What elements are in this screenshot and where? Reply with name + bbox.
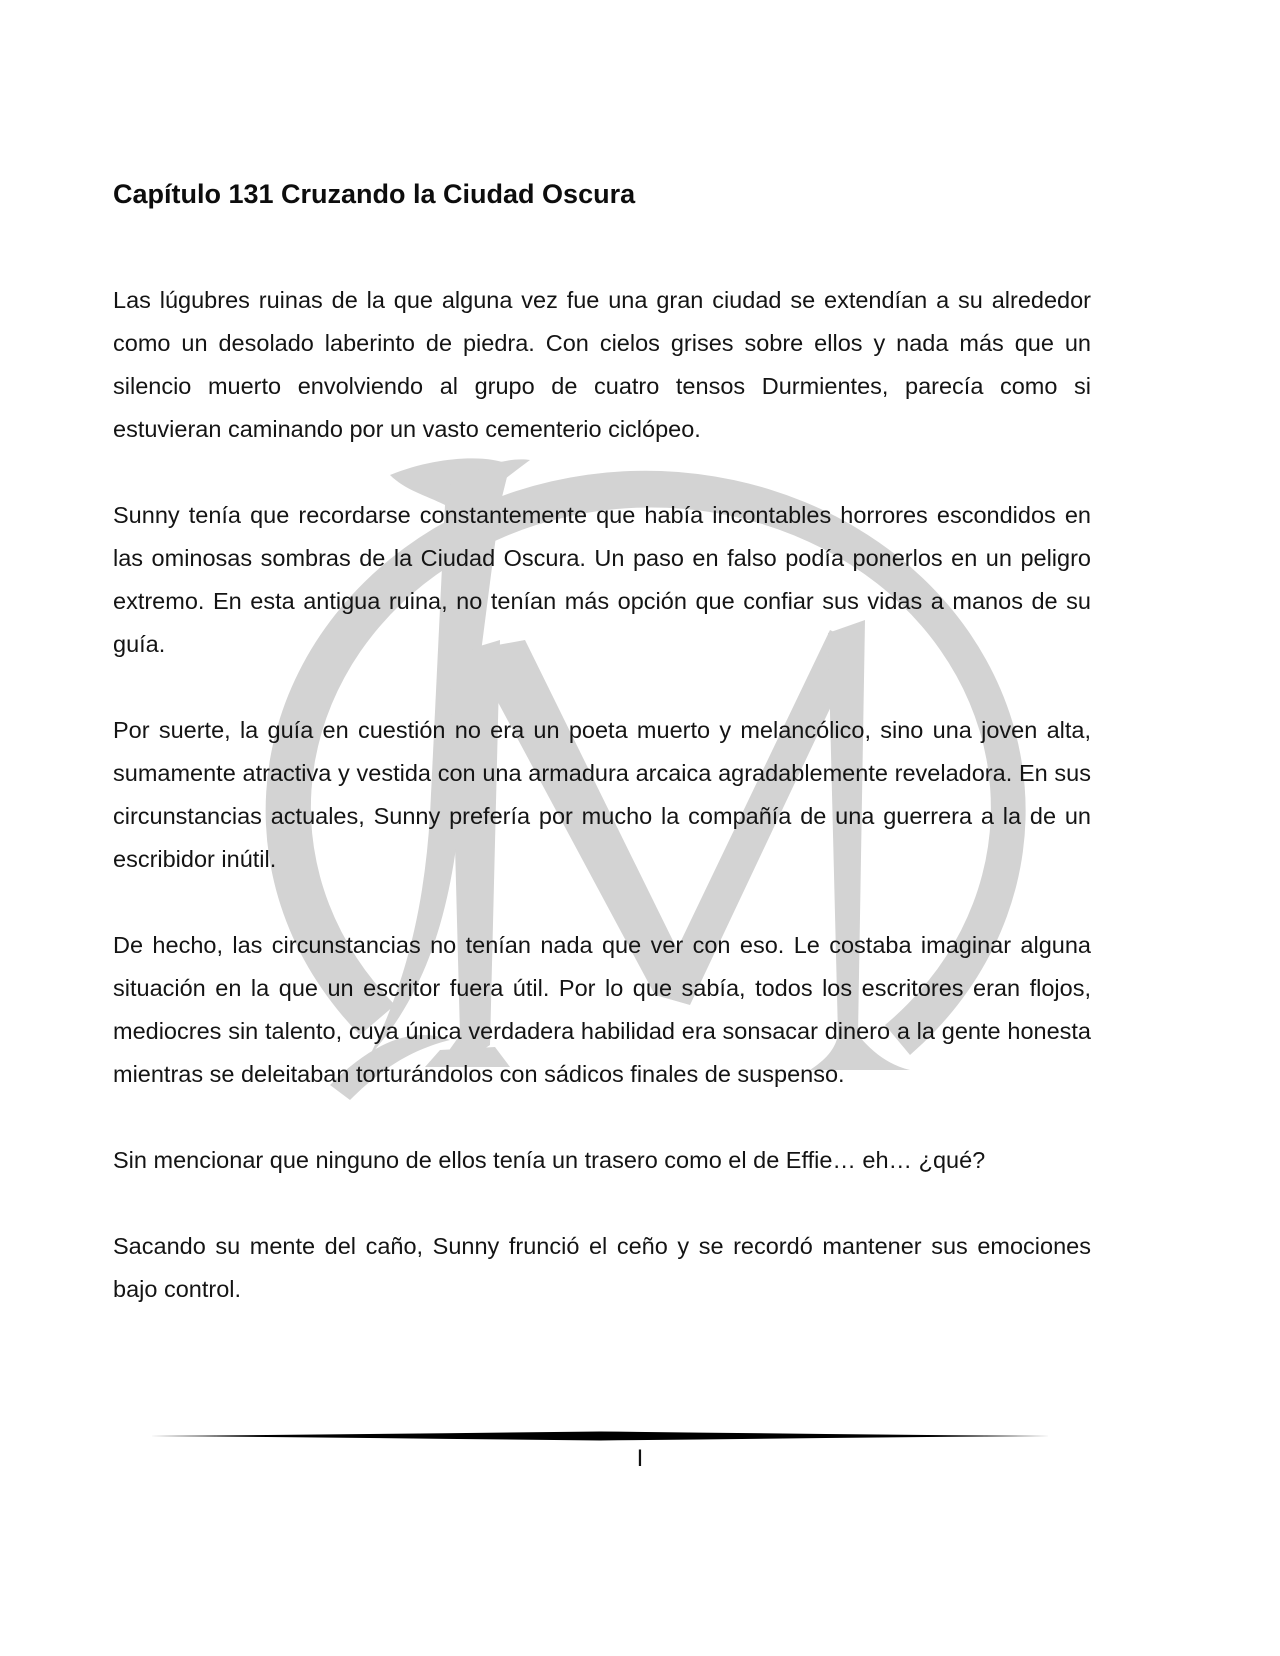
paragraph: Sunny tenía que recordarse constantemente que había incontables horrores escondidos en las ominosas sombras de la Ciudad Oscura. Un paso en falso podía ponerlos en un peligro extremo. En esta antigua ruina, no tenían más opción que confiar sus vidas a manos de su guía. (113, 502, 1091, 657)
paragraph: Las lúgubres ruinas de la que alguna vez fue una gran ciudad se extendían a su alrededor como un desolado laberinto de piedra. Con cielos grises sobre ellos y nada más que un silencio muerto envolviendo al grupo de cuatro tensos Durmientes, parecía como si estuvieran caminando por un vasto cementerio ciclópeo. (113, 287, 1091, 442)
page-number: I (636, 1445, 644, 1472)
paragraph: Por suerte, la guía en cuestión no era un poeta muerto y melancólico, sino una joven alta, sumamente atractiva y vestida con una armadura arcaica agradablemente reveladora. En sus circunstancias actuales, Sunny prefería por mucho la compañía de una guerrera a la de un escribidor inútil. (113, 717, 1091, 872)
chapter-title: Capítulo 131 Cruzando la Ciudad Oscura (113, 179, 636, 209)
paragraph: De hecho, las circunstancias no tenían nada que ver con eso. Le costaba imaginar alguna situación en la que un escritor fuera útil. Por lo que sabía, todos los escritores eran flojos, mediocres sin talento, cuya única verdadera habilidad era sonsacar dinero a la gente honesta mientras se deleitaban torturándolos con sádicos finales de suspenso. (113, 932, 1091, 1087)
paragraph: Sacando su mente del caño, Sunny frunció el ceño y se recordó mantener sus emociones bajo control. (113, 1233, 1091, 1302)
paragraph: Sin mencionar que ninguno de ellos tenía un trasero como el de Effie… eh… ¿qué? (113, 1147, 986, 1173)
document-body (113, 176, 1091, 1354)
footer-divider (150, 1430, 1050, 1442)
